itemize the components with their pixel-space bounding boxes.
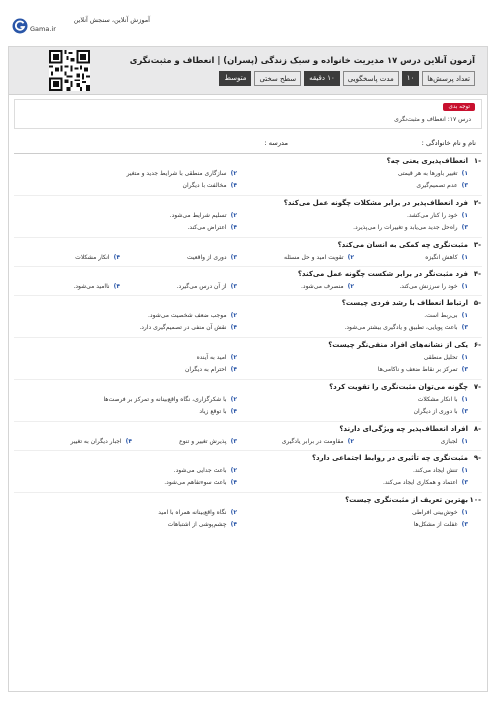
option-2[interactable]: ۲)مقاومت در برابر یادگیری — [281, 438, 354, 445]
option-4[interactable]: ۴)باعث سوءتفاهم می‌شود. — [164, 479, 237, 486]
brand-domain: Gama.ir — [30, 25, 56, 33]
option-4[interactable]: ۴)با توقع زیاد — [199, 408, 237, 415]
option-4[interactable]: ۴)نقش آن منفی در تصمیم‌گیری دارد. — [139, 324, 237, 331]
exam-header — [9, 47, 487, 95]
info-label-difficulty: سطح سختی — [254, 71, 301, 86]
question-separator — [14, 450, 482, 451]
option-3[interactable]: ۳)اعتماد و همکاری ایجاد می‌کند. — [383, 479, 468, 486]
brand-line: آموزش آنلاین، سنجش آنلاین — [73, 16, 150, 24]
option-1[interactable]: ۱)لجبازی — [440, 438, 468, 445]
option-2[interactable]: ۲)نگاه واقع‌بینانه همراه با امید — [158, 509, 237, 516]
option-2[interactable]: ۲)با شکرگزاری، نگاه واقع‌بینانه و تمرکز بر فرصت‌ها — [103, 396, 237, 403]
question-number: -۸ — [473, 425, 481, 433]
question-separator — [14, 492, 482, 493]
question-text: مثبت‌نگری چه کمکی به انسان می‌کند؟ — [337, 241, 468, 249]
question-text: فرد مثبت‌نگر در برابر شکست چگونه عمل می‌کند؟ — [297, 270, 468, 278]
option-3[interactable]: ۳)دوری از واقعیت — [187, 254, 237, 261]
option-3[interactable]: ۳)راه‌حل جدید می‌یابد و تغییرات را می‌پذیرد. — [353, 224, 468, 231]
option-3[interactable]: ۳)تمرکز بر نقاط ضعف و ناکامی‌ها — [377, 366, 468, 373]
question-number: -۴ — [473, 270, 481, 278]
student-info-row — [14, 137, 482, 151]
option-1[interactable]: ۱)خود را کنار می‌کشد. — [406, 212, 468, 219]
note-box — [14, 99, 482, 129]
question-number: -۷ — [473, 383, 481, 391]
divider — [14, 153, 482, 154]
qr-code-icon — [49, 50, 90, 91]
option-1[interactable]: ۱)خوش‌بینی افراطی — [411, 509, 468, 516]
note-text: درس ۱۷: انعطاف و مثبت‌نگری — [394, 116, 471, 123]
student-school-field[interactable]: مدرسه : — [264, 139, 288, 147]
exam-title: آزمون آنلاین درس ۱۷ مدیریت خانواده و سبک زندگی (پسران) | انعطاف و مثبت‌نگری — [129, 55, 475, 65]
question-number: -۱ — [473, 157, 481, 165]
option-4[interactable]: ۴)مخالفت با دیگران — [182, 182, 237, 189]
question-number: -۱۰ — [469, 496, 481, 504]
question-separator — [14, 337, 482, 338]
question-text: ارتباط انعطاف با رشد فردی چیست؟ — [341, 299, 468, 307]
option-2[interactable]: ۲)تسلیم شرایط می‌شود. — [169, 212, 237, 219]
question-text: افراد انعطاف‌پذیر چه ویژگی‌ای دارند؟ — [339, 425, 468, 433]
option-1[interactable]: ۱)خود را سرزنش می‌کند. — [399, 283, 468, 290]
brand-text — [30, 16, 150, 34]
top-brand-bar — [8, 12, 488, 42]
question-separator — [14, 266, 482, 267]
info-value-difficulty: متوسط — [219, 71, 251, 86]
gama-logo-icon — [12, 18, 28, 34]
option-1[interactable]: ۱)بی‌ربط است. — [424, 312, 468, 319]
info-label-questions: تعداد پرسش‌ها — [422, 71, 475, 86]
option-1[interactable]: ۱)با انکار مشکلات — [417, 396, 468, 403]
option-4[interactable]: ۴)اعتراض می‌کند. — [187, 224, 237, 231]
info-value-questions: ۱۰ — [402, 71, 420, 86]
question-separator — [14, 295, 482, 296]
option-2[interactable]: ۲)منصرف می‌شود. — [300, 283, 354, 290]
exam-sheet — [8, 46, 488, 692]
option-3[interactable]: ۳)غفلت از مشکل‌ها — [413, 521, 468, 528]
question-separator — [14, 195, 482, 196]
option-4[interactable]: ۴)ناامید می‌شود. — [73, 283, 120, 290]
question-number: -۳ — [473, 241, 481, 249]
info-value-duration: ۱۰ دقیقه — [304, 71, 340, 86]
info-label-duration: مدت پاسخگویی — [343, 71, 399, 86]
student-name-field[interactable]: نام و نام خانوادگی : — [421, 139, 476, 147]
option-1[interactable]: ۱)تنش ایجاد می‌کند. — [412, 467, 468, 474]
question-number: -۵ — [473, 299, 481, 307]
note-tag: توجه بدی — [443, 103, 475, 111]
option-3[interactable]: ۳)با دوری از دیگران — [413, 408, 468, 415]
option-1[interactable]: ۱)تغییر باورها به هر قیمتی — [397, 170, 468, 177]
option-1[interactable]: ۱)تحلیل منطقی — [423, 354, 468, 361]
option-3[interactable]: ۳)از آن درس می‌گیرد. — [176, 283, 237, 290]
option-4[interactable]: ۴)احترام به دیگران — [184, 366, 237, 373]
question-separator — [14, 379, 482, 380]
question-text: فرد انعطاف‌پذیر در برابر مشکلات چگونه عمل می‌کند؟ — [283, 199, 468, 207]
option-2[interactable]: ۲)تقویت امید و حل مسئله — [284, 254, 354, 261]
question-separator — [14, 237, 482, 238]
option-2[interactable]: ۲)باعث جدایی می‌شود. — [173, 467, 237, 474]
question-text: انعطاف‌پذیری یعنی چه؟ — [386, 157, 468, 165]
option-1[interactable]: ۱)کاهش انگیزه — [425, 254, 468, 261]
question-text: مثبت‌نگری چه تأثیری در روابط اجتماعی دارد؟ — [311, 454, 468, 462]
option-4[interactable]: ۴)چشم‌پوشی از اشتباهات — [167, 521, 237, 528]
option-3[interactable]: ۳)پذیرش تغییر و تنوع — [179, 438, 237, 445]
option-3[interactable]: ۳)باعث پویایی، تطبیق و یادگیری بیشتر می‌شود. — [344, 324, 468, 331]
option-4[interactable]: ۴)انکار مشکلات — [75, 254, 120, 261]
question-number: -۲ — [473, 199, 481, 207]
question-number: -۶ — [473, 341, 481, 349]
exam-info-row — [219, 71, 475, 86]
question-separator — [14, 421, 482, 422]
question-number: -۹ — [473, 454, 481, 462]
option-2[interactable]: ۲)امید به آینده — [196, 354, 237, 361]
option-4[interactable]: ۴)اجبار دیگران به تغییر — [70, 438, 132, 445]
option-2[interactable]: ۲)سازگاری منطقی با شرایط جدید و متغیر — [126, 170, 237, 177]
option-3[interactable]: ۳)عدم تصمیم‌گیری — [416, 182, 468, 189]
question-text: یکی از نشانه‌های افراد منفی‌نگر چیست؟ — [328, 341, 468, 349]
option-2[interactable]: ۲)موجب ضعف شخصیت می‌شود. — [148, 312, 237, 319]
question-text: بهترین تعریف از مثبت‌نگری چیست؟ — [345, 496, 468, 504]
question-text: چگونه می‌توان مثبت‌نگری را تقویت کرد؟ — [329, 383, 468, 391]
